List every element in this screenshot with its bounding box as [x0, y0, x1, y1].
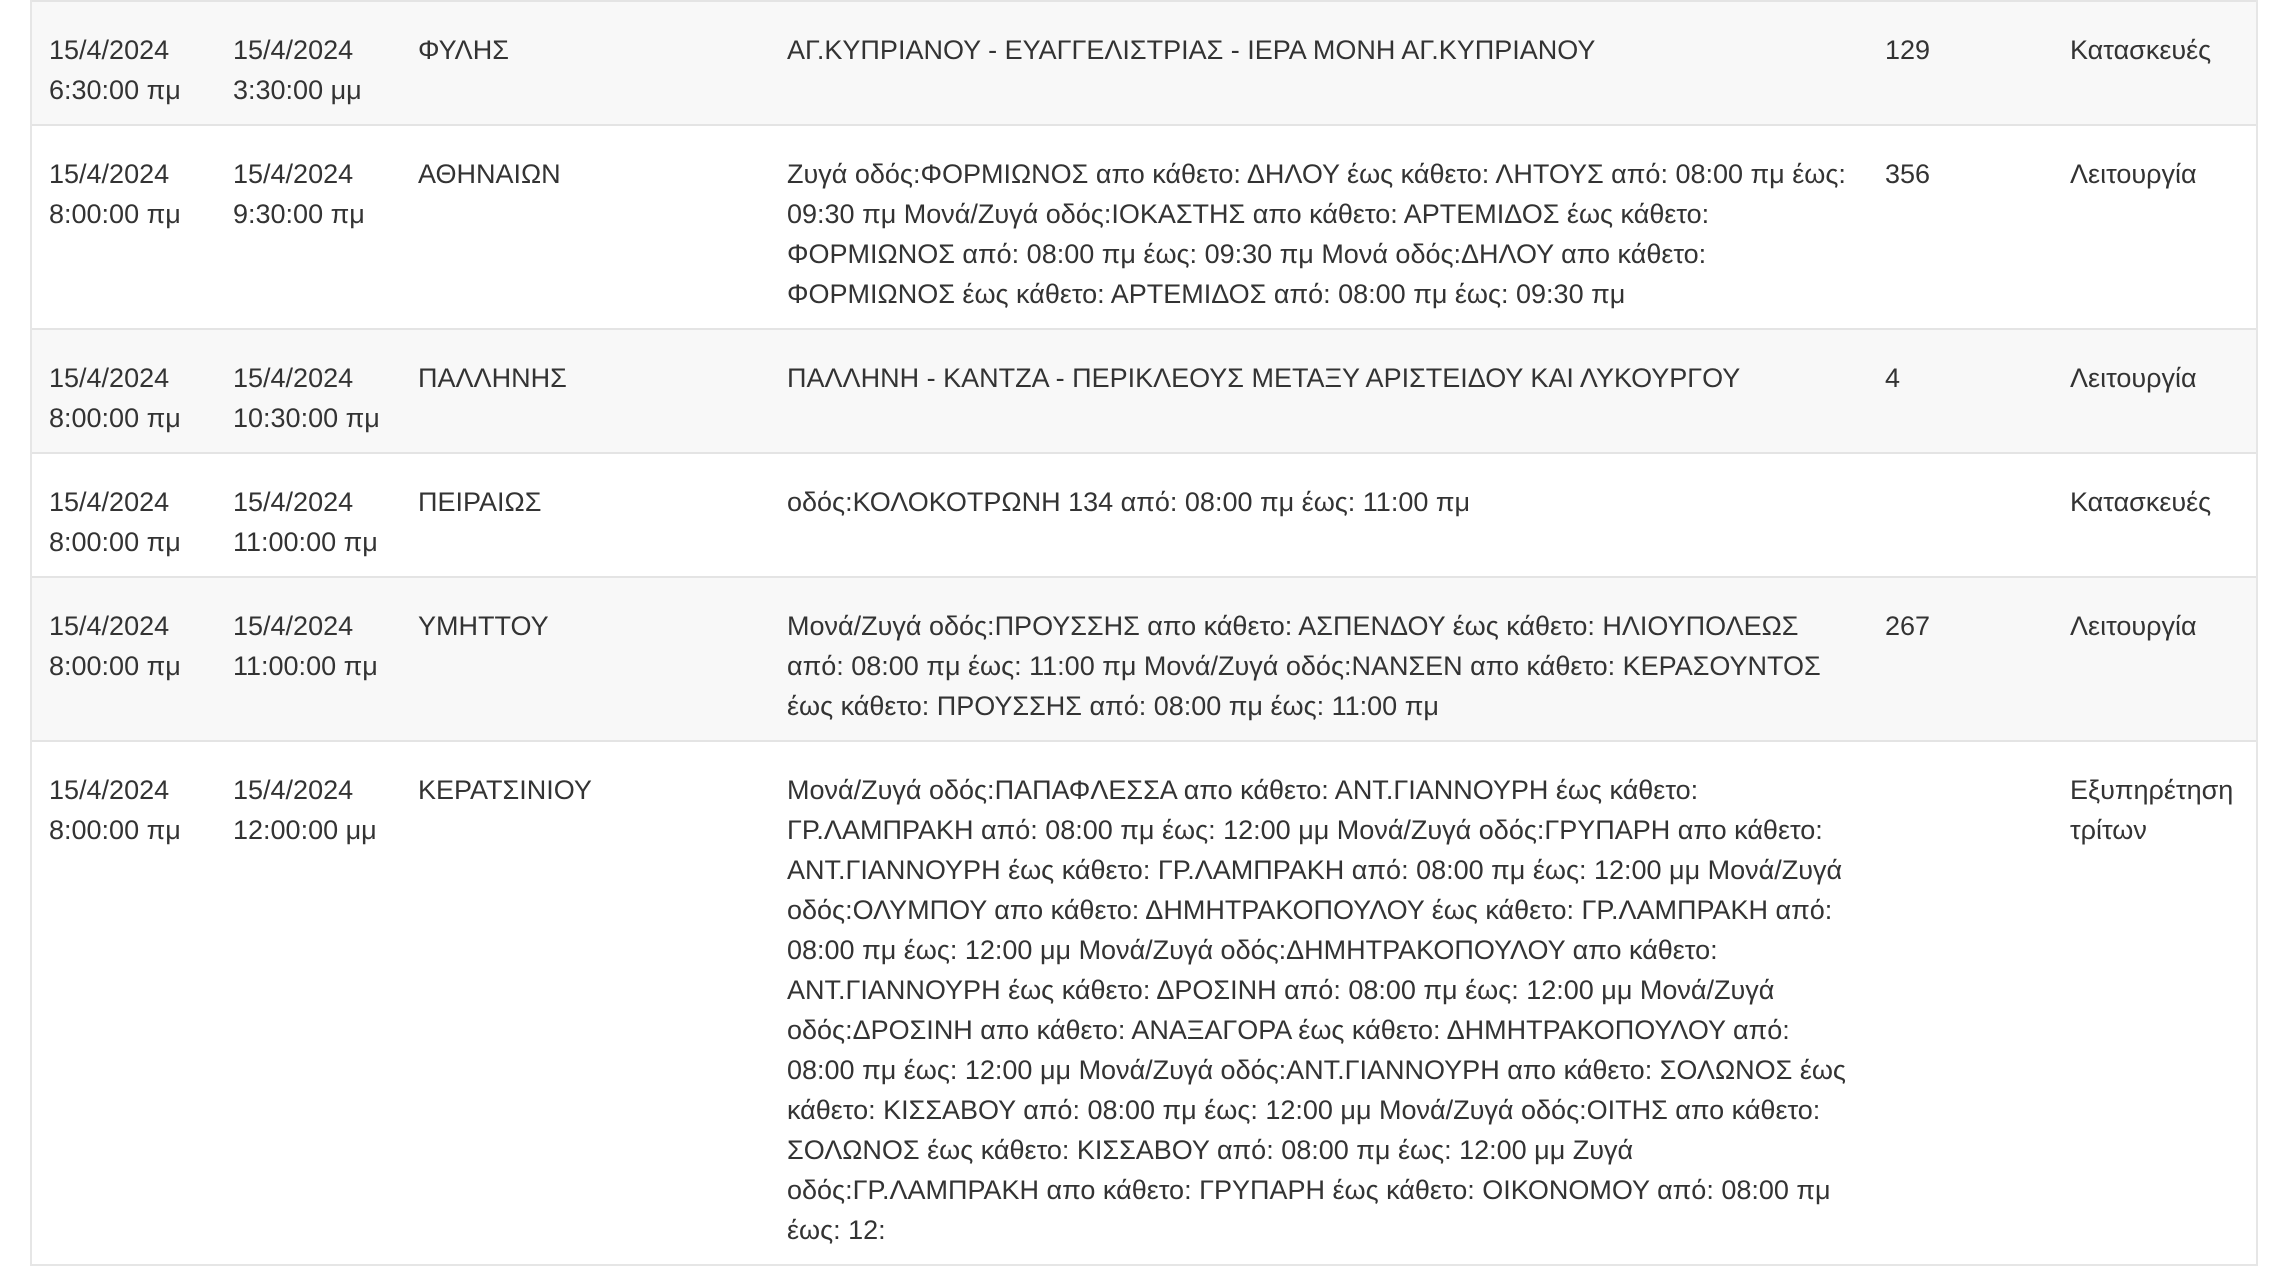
municipality-cell: ΚΕΡΑΤΣΙΝΙΟΥ — [401, 741, 770, 1264]
table-row — [32, 577, 2256, 741]
from-datetime-cell: 15/4/2024 8:00:00 πμ — [32, 741, 216, 1264]
to-datetime-cell: 15/4/2024 9:30:00 πμ — [216, 125, 401, 329]
to-datetime-cell: 15/4/2024 12:00:00 μμ — [216, 741, 401, 1264]
to-datetime-cell: 15/4/2024 11:00:00 πμ — [216, 577, 401, 741]
outages-table — [32, 0, 2256, 1264]
number-cell: 267 — [1868, 577, 2053, 741]
municipality-cell: ΠΕΙΡΑΙΩΣ — [401, 453, 770, 577]
number-cell — [1868, 741, 2053, 1264]
from-datetime-cell: 15/4/2024 8:00:00 πμ — [32, 329, 216, 453]
reason-cell: Εξυπηρέτηση τρίτων — [2053, 741, 2256, 1264]
table-row — [32, 125, 2256, 329]
reason-cell: Κατασκευές — [2053, 1, 2256, 125]
area-cell: ΠΑΛΛΗΝΗ - ΚΑΝΤΖΑ - ΠΕΡΙΚΛΕΟΥΣ ΜΕΤΑΞΥ ΑΡΙΣΤΕΙΔΟΥ ΚΑΙ ΛΥΚΟΥΡΓΟΥ — [770, 329, 1868, 453]
to-datetime-cell: 15/4/2024 11:00:00 πμ — [216, 453, 401, 577]
table-row — [32, 741, 2256, 1264]
table-row — [32, 329, 2256, 453]
municipality-cell: ΦΥΛΗΣ — [401, 1, 770, 125]
municipality-cell: ΠΑΛΛΗΝΗΣ — [401, 329, 770, 453]
area-cell: Ζυγά οδός:ΦΟΡΜΙΩΝΟΣ απο κάθετο: ΔΗΛΟΥ έως κάθετο: ΛΗΤΟΥΣ από: 08:00 πμ έως: 09:30 πμ Μονά/Ζυγά οδός:ΙΟΚΑΣΤΗΣ απο κάθετο: ΑΡΤΕΜΙΔΟΣ έως κάθετο: ΦΟΡΜΙΩΝΟΣ από: 08:00 πμ έως: 09:30 πμ Μονά οδός:ΔΗΛΟΥ απο κάθετο: ΦΟΡΜΙΩΝΟΣ έως κάθετο: ΑΡΤΕΜΙΔΟΣ από: 08:00 πμ έως: 09:30 πμ — [770, 125, 1868, 329]
from-datetime-cell: 15/4/2024 6:30:00 πμ — [32, 1, 216, 125]
number-cell — [1868, 453, 2053, 577]
number-cell: 129 — [1868, 1, 2053, 125]
table-row — [32, 453, 2256, 577]
area-cell: Μονά/Ζυγά οδός:ΠΑΠΑΦΛΕΣΣΑ απο κάθετο: ΑΝΤ.ΓΙΑΝΝΟΥΡΗ έως κάθετο: ΓΡ.ΛΑΜΠΡΑΚΗ από: 08:00 πμ έως: 12:00 μμ Μονά/Ζυγά οδός:ΓΡΥΠΑΡΗ απο κάθετο: ΑΝΤ.ΓΙΑΝΝΟΥΡΗ έως κάθετο: ΓΡ.ΛΑΜΠΡΑΚΗ από: 08:00 πμ έως: 12:00 μμ Μονά/Ζυγά οδός:ΟΛΥΜΠΟΥ απο κάθετο: ΔΗΜΗΤΡΑΚΟΠΟΥΛΟΥ έως κάθετο: ΓΡ.ΛΑΜΠΡΑΚΗ από: 08:00 πμ έως: 12:00 μμ Μονά/Ζυγά οδός:ΔΗΜΗΤΡΑΚΟΠΟΥΛΟΥ απο κάθετο: ΑΝΤ.ΓΙΑΝΝΟΥΡΗ έως κάθετο: ΔΡΟΣΙΝΗ από: 08:00 πμ έως: 12:00 μμ Μονά/Ζυγά οδός:ΔΡΟΣΙΝΗ απο κάθετο: ΑΝΑΞΑΓΟΡΑ έως κάθετο: ΔΗΜΗΤΡΑΚΟΠΟΥΛΟΥ από: 08:00 πμ έως: 12:00 μμ Μονά/Ζυγά οδός:ΑΝΤ.ΓΙΑΝΝΟΥΡΗ απο κάθετο: ΣΟΛΩΝΟΣ έως κάθετο: ΚΙΣΣΑΒΟΥ από: 08:00 πμ έως: 12:00 μμ Μονά/Ζυγά οδός:ΟΙΤΗΣ απο κάθετο: ΣΟΛΩΝΟΣ έως κάθετο: ΚΙΣΣΑΒΟΥ από: 08:00 πμ έως: 12:00 μμ Ζυγά οδός:ΓΡ.ΛΑΜΠΡΑΚΗ απο κάθετο: ΓΡΥΠΑΡΗ έως κάθετο: ΟΙΚΟΝΟΜΟΥ από: 08:00 πμ έως: 12: — [770, 741, 1868, 1264]
area-cell: ΑΓ.ΚΥΠΡΙΑΝΟΥ - ΕΥΑΓΓΕΛΙΣΤΡΙΑΣ - ΙΕΡΑ ΜΟΝΗ ΑΓ.ΚΥΠΡΙΑΝΟΥ — [770, 1, 1868, 125]
reason-cell: Κατασκευές — [2053, 453, 2256, 577]
outages-table-container — [30, 0, 2258, 1266]
area-cell: οδός:ΚΟΛΟΚΟΤΡΩΝΗ 134 από: 08:00 πμ έως: 11:00 πμ — [770, 453, 1868, 577]
reason-cell: Λειτουργία — [2053, 329, 2256, 453]
from-datetime-cell: 15/4/2024 8:00:00 πμ — [32, 453, 216, 577]
to-datetime-cell: 15/4/2024 3:30:00 μμ — [216, 1, 401, 125]
reason-cell: Λειτουργία — [2053, 125, 2256, 329]
municipality-cell: ΑΘΗΝΑΙΩΝ — [401, 125, 770, 329]
area-cell: Μονά/Ζυγά οδός:ΠΡΟΥΣΣΗΣ απο κάθετο: ΑΣΠΕΝΔΟΥ έως κάθετο: ΗΛΙΟΥΠΟΛΕΩΣ από: 08:00 πμ έως: 11:00 πμ Μονά/Ζυγά οδός:ΝΑΝΣΕΝ απο κάθετο: ΚΕΡΑΣΟΥΝΤΟΣ έως κάθετο: ΠΡΟΥΣΣΗΣ από: 08:00 πμ έως: 11:00 πμ — [770, 577, 1868, 741]
from-datetime-cell: 15/4/2024 8:00:00 πμ — [32, 577, 216, 741]
municipality-cell: ΥΜΗΤΤΟΥ — [401, 577, 770, 741]
number-cell: 4 — [1868, 329, 2053, 453]
table-row — [32, 1, 2256, 125]
to-datetime-cell: 15/4/2024 10:30:00 πμ — [216, 329, 401, 453]
reason-cell: Λειτουργία — [2053, 577, 2256, 741]
from-datetime-cell: 15/4/2024 8:00:00 πμ — [32, 125, 216, 329]
number-cell: 356 — [1868, 125, 2053, 329]
